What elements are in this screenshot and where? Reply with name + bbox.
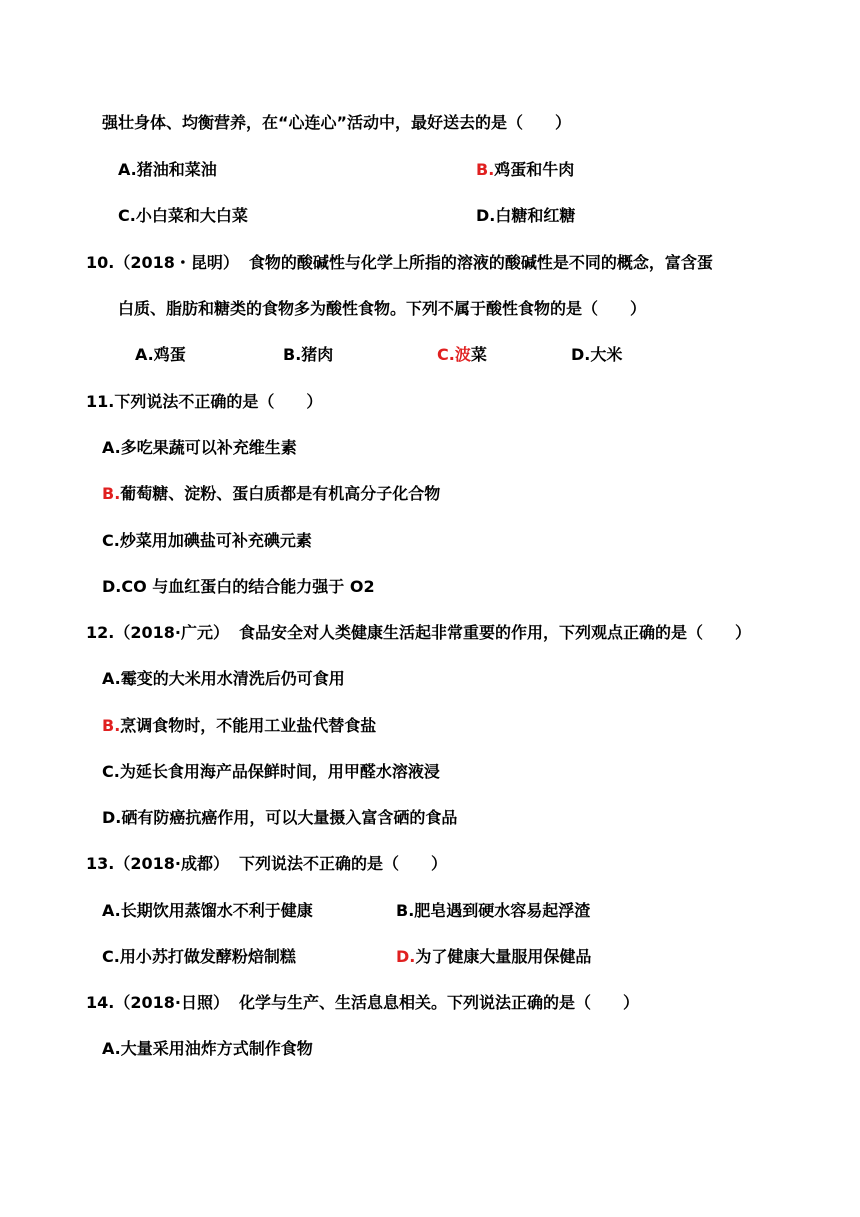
option-text: 为了健康大量服用保健品 xyxy=(415,947,592,966)
question-10-option-d: D.大米 xyxy=(571,345,623,364)
question-number: 10. xyxy=(86,253,115,272)
question-10-option-a: A.鸡蛋 xyxy=(135,345,186,364)
question-9-option-b xyxy=(476,159,574,181)
question-source: （2018·成都） xyxy=(114,854,229,873)
answer-mark: D. xyxy=(396,947,416,966)
question-11-option-a: A.多吃果蔬可以补充维生素 xyxy=(102,438,297,457)
question-number: 14. xyxy=(86,993,115,1012)
question-13-option-d xyxy=(396,946,591,968)
question-14-option-a: A.大量采用油炸方式制作食物 xyxy=(102,1039,313,1058)
question-source: （2018・昆明） xyxy=(114,253,239,272)
question-9-option-a: A.猪油和菜油 xyxy=(118,160,217,179)
question-11-option-b xyxy=(102,483,440,505)
option-text: 鸡蛋和牛肉 xyxy=(494,160,575,179)
answer-mark: B. xyxy=(102,484,121,503)
question-13-option-c: C.用小苏打做发酵粉焙制糕 xyxy=(102,947,296,966)
question-10-option-c xyxy=(437,344,487,366)
question-9-stem: 强壮身体、均衡营养，在“心连心”活动中，最好送去的是（ ） xyxy=(102,113,572,132)
question-13-option-b: B.肥皂遇到硬水容易起浮渣 xyxy=(396,901,591,920)
question-12-option-b xyxy=(102,715,376,737)
question-10-option-b: B.猪肉 xyxy=(283,345,334,364)
question-number: 13. xyxy=(86,854,115,873)
question-text: 化学与生产、生活息息相关。下列说法正确的是（ ） xyxy=(238,993,639,1012)
option-text: 葡萄糖、淀粉、蛋白质都是有机高分子化合物 xyxy=(120,484,441,503)
question-9-option-d: D.白糖和红糖 xyxy=(476,206,576,225)
question-14-stem xyxy=(86,992,639,1014)
question-10-stem-line2: 白质、脂肪和糖类的食物多为酸性食物。下列不属于酸性食物的是（ ） xyxy=(118,299,647,318)
question-12-option-a: A.霉变的大米用水清洗后仍可食用 xyxy=(102,669,345,688)
question-source: （2018·日照） xyxy=(114,993,229,1012)
question-12-stem xyxy=(86,622,751,644)
option-text: 烹调食物时，不能用工业盐代替食盐 xyxy=(120,716,377,735)
question-10-stem xyxy=(86,252,713,274)
question-12-option-d: D.硒有防癌抗癌作用，可以大量摄入富含硒的食品 xyxy=(102,808,458,827)
answer-mark: B. xyxy=(102,716,121,735)
question-text: 下列说法不正确的是（ ） xyxy=(238,854,447,873)
question-text: 食品安全对人类健康生活起非常重要的作用，下列观点正确的是（ ） xyxy=(238,623,751,642)
question-source: （2018·广元） xyxy=(114,623,229,642)
question-11-option-d: D.CO 与血红蛋白的结合能力强于 O2 xyxy=(102,577,375,596)
question-11-stem: 11.下列说法不正确的是（ ） xyxy=(86,392,323,411)
answer-mark: C.波 xyxy=(437,345,471,364)
question-9-option-c: C.小白菜和大白菜 xyxy=(118,206,248,225)
option-text: 菜 xyxy=(470,345,487,364)
question-12-option-c: C.为延长食用海产品保鲜时间，用甲醛水溶液浸 xyxy=(102,762,440,781)
question-11-option-c: C.炒菜用加碘盐可补充碘元素 xyxy=(102,531,312,550)
question-number: 12. xyxy=(86,623,115,642)
question-text: 食物的酸碱性与化学上所指的溶液的酸碱性是不同的概念，富含蛋 xyxy=(248,253,713,272)
answer-mark: B. xyxy=(476,160,495,179)
question-13-stem xyxy=(86,853,447,875)
question-13-option-a: A.长期饮用蒸馏水不利于健康 xyxy=(102,901,313,920)
